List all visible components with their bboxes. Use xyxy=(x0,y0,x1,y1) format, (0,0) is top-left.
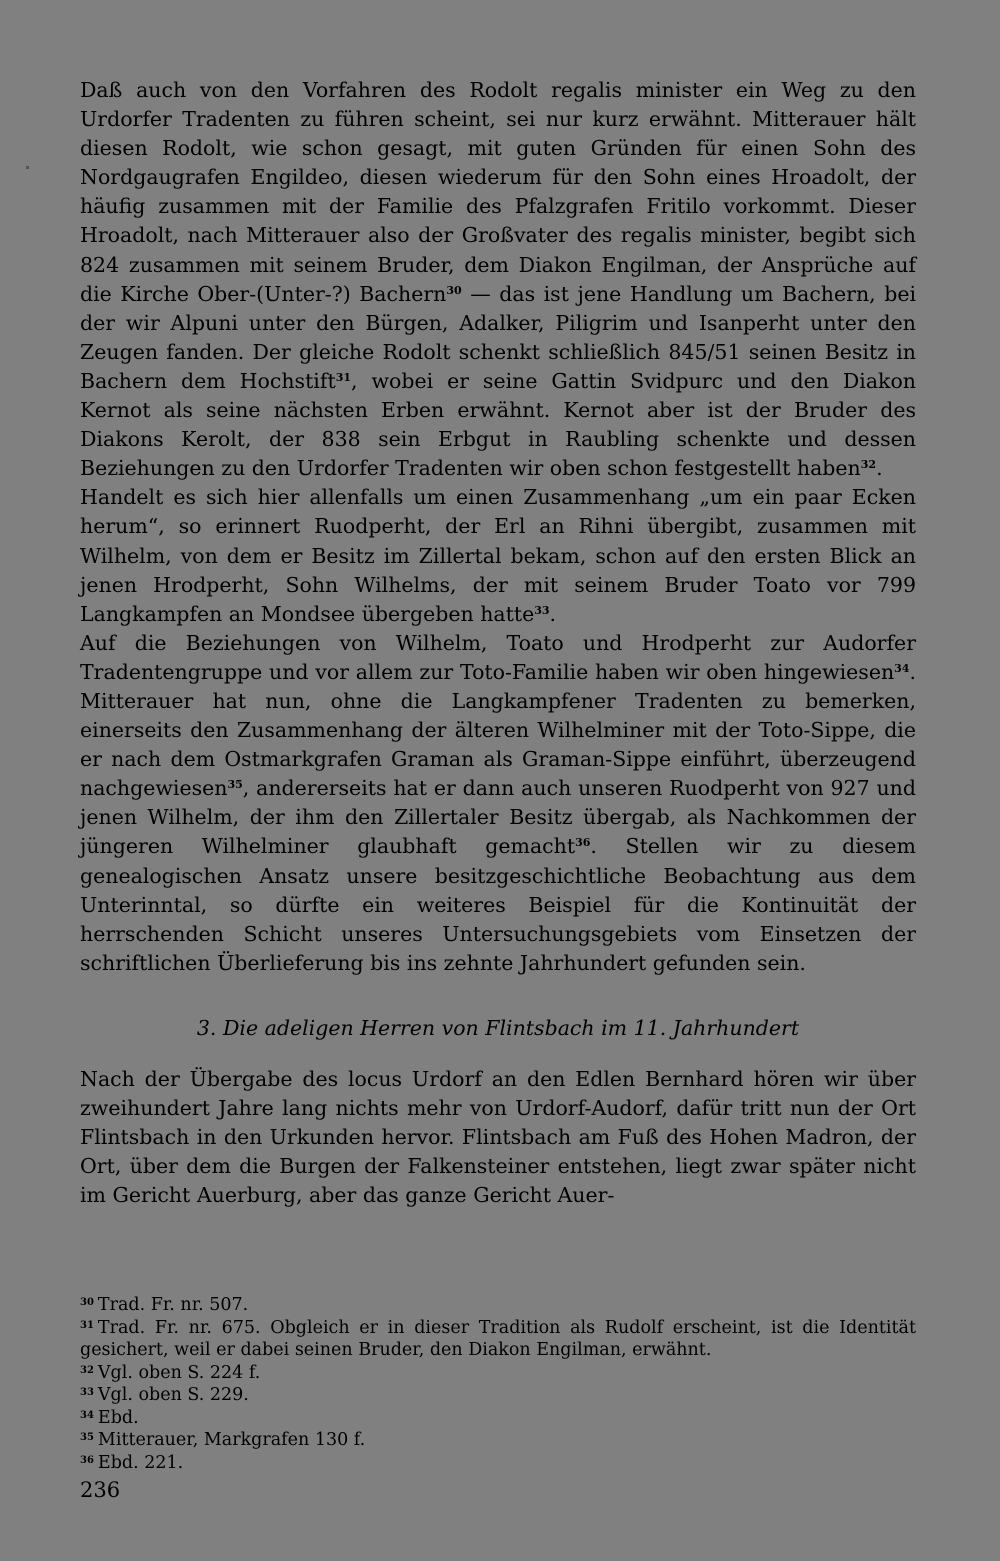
section-heading: 3. Die adeligen Herren von Flintsbach im 11. Jahrhundert xyxy=(196,1015,800,1040)
text-run: Auf die Beziehungen von Wilhelm, Toato und Hrodperht zur Audorfer Tradentengruppe und vor allem zur Toto-Familie haben wir oben hingewiesen xyxy=(80,630,916,684)
text-run: . xyxy=(549,601,557,626)
page-body xyxy=(80,76,916,1210)
footnote-ref-34[interactable]: 34 xyxy=(894,661,910,675)
footnote-text: Ebd. xyxy=(97,1407,139,1428)
footnote-number: 34 xyxy=(80,1409,94,1421)
footnote-text: Mitterauer, Markgrafen 130 f. xyxy=(97,1430,366,1450)
footnote-ref-32[interactable]: 32 xyxy=(860,458,877,472)
text-run: Daß auch von den Vorfahren des Rodolt regalis minister ein Weg zu den Urdorfer Tradenten zu führen scheint, sei nur kurz erwähnt. Mitterauer hält diesen Rodolt, wie schon gesagt, mit guten Gründen für einen Sohn des Nordgaugrafen Engildeo, diesen wiederum für den Sohn eines Hroadolt, der häufig zusammen mit der Familie des Pfalzgrafen Fritilo vorkommt. Dieser Hroadolt, nach Mitterauer also der Großvater des regalis minister, begibt sich 824 zusammen mit seinem Bruder, dem Diakon Engilman, der Ansprüche auf die Kirche Ober-(Unter-?) Bachern xyxy=(80,78,916,306)
text-run: Handelt es sich hier allenfalls um einen Zusammenhang „um ein paar Ecken herum“, so erinnert Ruodperht, der Erl an Rihni übergibt, zusammen mit Wilhelm, von dem er Besitz im Zillertal bekam, schon auf den ersten Blick an jenen Hrodperht, Sohn Wilhelms, der mit seinem Bruder Toato vor 799 Langkampfen an Mondsee übergeben hatte xyxy=(80,485,916,626)
footnote-text: Trad. Fr. nr. 507. xyxy=(97,1295,249,1315)
footnote-30 xyxy=(80,1294,916,1317)
footnote-ref-35[interactable]: 35 xyxy=(227,778,243,792)
footnote-text: Ebd. 221. xyxy=(97,1452,184,1473)
footnote-ref-31[interactable]: 31 xyxy=(335,370,352,384)
text-run: , andererseits hat er dann auch unseren Ruodperht von 927 und jenen Wilhelm, der ihm den Zillertaler Besitz übergab, als Nachkommen der jüngeren Wilhelminer glaubhaft gemacht xyxy=(80,776,916,859)
footnote-33 xyxy=(80,1384,916,1407)
footnote-35 xyxy=(80,1429,916,1452)
text-run: . Mitterauer hat nun, ohne die Langkampfener Tradenten zu bemerken, einerseits den Zusammenhang der älteren Wilhelminer mit der Toto-Sippe, die er nach dem Ostmarkgrafen Graman als Graman-Sippe einführt, überzeugend nachgewiesen xyxy=(80,659,916,801)
footnote-number: 31 xyxy=(80,1319,94,1331)
footnote-text: Trad. Fr. nr. 675. Obgleich er in dieser Tradition als Rudolf erscheint, ist die Identität gesichert, weil er dabei seinen Bruder, den Diakon Engilman, erwähnt. xyxy=(80,1317,916,1360)
scan-speck xyxy=(26,166,29,169)
footnote-number: 30 xyxy=(80,1297,94,1308)
footnote-number: 35 xyxy=(80,1432,94,1443)
footnote-32 xyxy=(80,1362,916,1385)
paragraph-1 xyxy=(80,76,916,483)
footnote-31 xyxy=(80,1317,916,1362)
footnote-34 xyxy=(80,1407,916,1430)
text-run: . xyxy=(876,456,883,481)
text-run: . Stellen wir zu diesem genealogischen Ansatz unsere besitzgeschichtliche Beobachtung aus dem Unterinntal, so dürfte ein weiteres Beispiel für die Kontinuität der herrschenden Schicht unseres Untersuchungsgebiets vom Einsetzen der schriftlichen Überlieferung bis ins zehnte Jahrhundert gefunden sein. xyxy=(80,834,916,975)
footnotes xyxy=(80,1294,916,1474)
footnote-number: 33 xyxy=(80,1387,94,1398)
footnote-ref-33[interactable]: 33 xyxy=(534,603,550,617)
footnote-ref-36[interactable]: 36 xyxy=(575,836,591,850)
text-run: , wobei er seine Gattin Svidpurc und den Diakon Kernot als seine nächsten Erben erwähnt. Kernot aber ist der Bruder des Diakons Kerolt, der 838 sein Erbgut in Raubling schenkte und dessen Beziehungen zu den Urdorfer Tradenten wir oben schon festgestellt haben xyxy=(80,368,917,481)
footnote-text: Vgl. oben S. 229. xyxy=(97,1385,249,1405)
paragraph-4: Nach der Übergabe des locus Urdorf an den Edlen Bernhard hören wir über zweihundert Jahre lang nichts mehr von Urdorf-Audorf, dafür tritt nun der Ort Flintsbach in den Urkunden hervor. Flintsbach am Fuß des Hohen Madron, der Ort, über dem die Burgen der Falkensteiner entstehen, liegt zwar später nicht im Gericht Auerburg, aber das ganze Gericht Auer- xyxy=(80,1066,916,1208)
footnote-number: 32 xyxy=(80,1364,94,1376)
paragraph-3 xyxy=(80,629,916,978)
footnote-36 xyxy=(80,1452,916,1475)
footnote-ref-30[interactable]: 30 xyxy=(446,283,462,297)
footnote-text: Vgl. oben S. 224 f. xyxy=(97,1362,261,1383)
text-run: — das ist jene Handlung um Bachern, bei der wir Alpuni unter den Bürgen, Adalker, Piligrim und Isanperht unter den Zeugen fanden. Der gleiche Rodolt schenkt schließlich 845/51 seinen Besitz in Bachern dem Hochstift xyxy=(80,281,917,393)
footnote-number: 36 xyxy=(80,1454,94,1466)
paragraph-2 xyxy=(80,483,916,628)
page-number: 236 xyxy=(80,1478,121,1502)
